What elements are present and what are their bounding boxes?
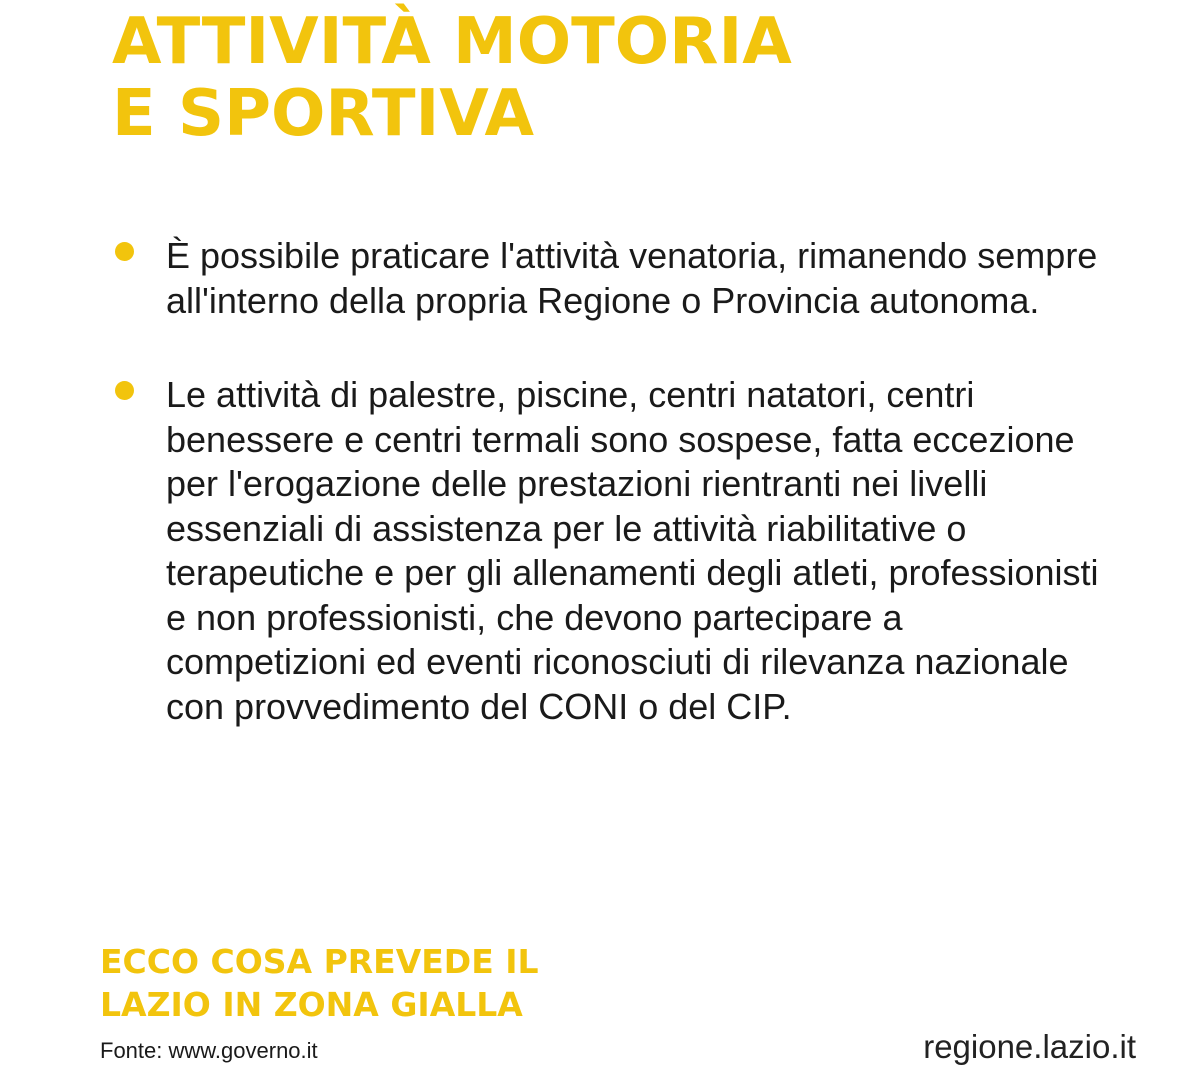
list-item xyxy=(112,373,1112,729)
bullet-text: È possibile praticare l'attività venatoria, rimanendo sempre all'interno della propria Regione o Provincia autonoma. xyxy=(166,235,1098,321)
bullet-text: Le attività di palestre, piscine, centri natatori, centri benessere e centri termali sono sospese, fatta eccezione per l'erogazione delle prestazioni rientranti nei livelli essenziali di assistenza per le attività riabilitative o terapeutiche e per gli allenamenti degli atleti, professionisti e non professionisti, che devono partecipare a competizioni ed eventi riconosciuti di rilevanza nazionale con provvedimento del CONI o del CIP. xyxy=(166,374,1099,727)
bullet-dot-icon xyxy=(115,242,134,261)
bullet-dot-icon xyxy=(115,381,134,400)
bullet-list xyxy=(112,234,1112,779)
site-url: regione.lazio.it xyxy=(923,1028,1136,1065)
footer-heading-line-1: ECCO COSA PREVEDE IL xyxy=(100,942,539,981)
title-line-1: ATTIVITÀ MOTORIA xyxy=(112,5,792,79)
list-item xyxy=(112,234,1112,323)
footer-heading xyxy=(100,940,539,1026)
source-credit: Fonte: www.governo.it xyxy=(100,1038,318,1063)
title-line-2: E SPORTIVA xyxy=(112,77,534,151)
page-title xyxy=(112,6,792,150)
footer-heading-line-2: LAZIO IN ZONA GIALLA xyxy=(100,985,523,1024)
